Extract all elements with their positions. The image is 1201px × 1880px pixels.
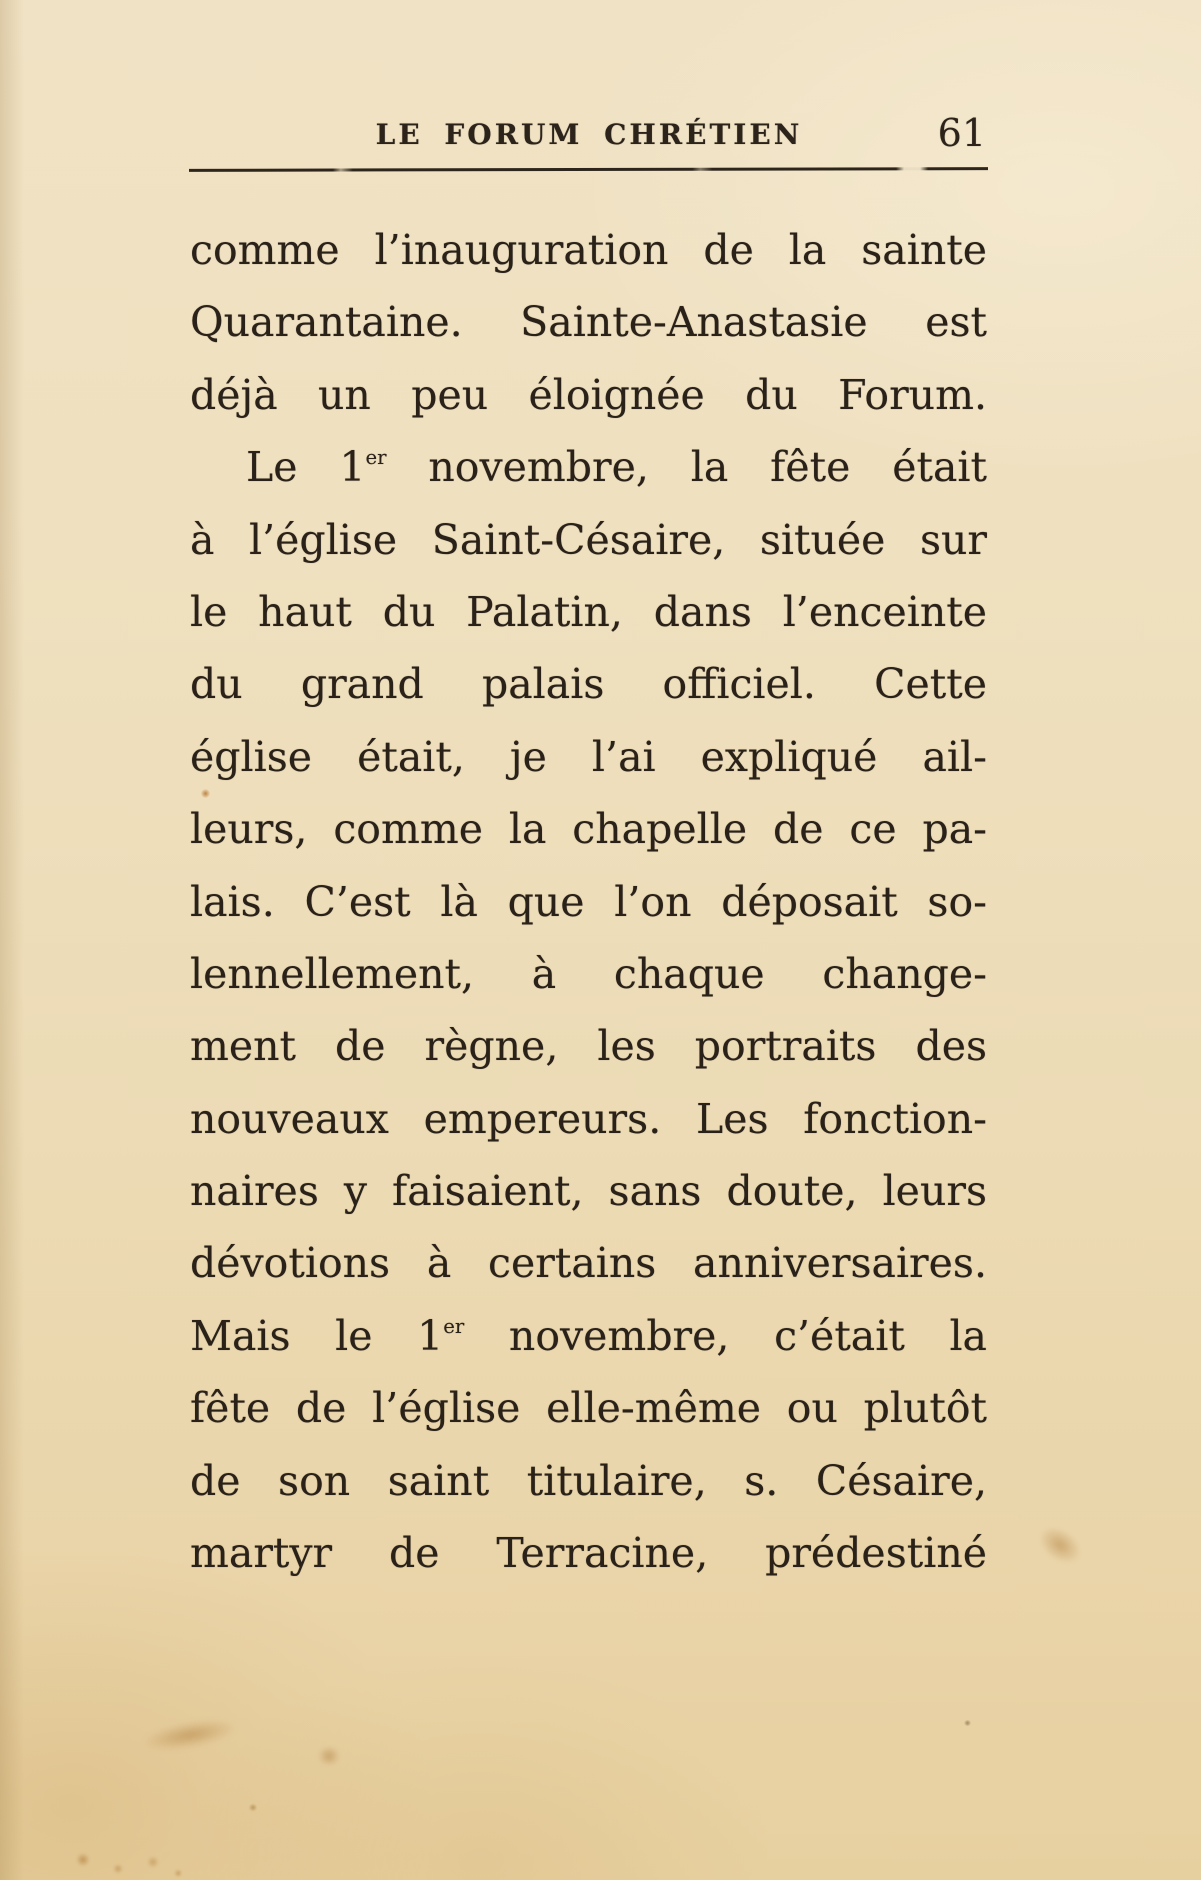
text-line: Quarantaine. Sainte-Anastasie est	[190, 298, 987, 347]
text-line: dévotions à certains anniversaires.	[190, 1239, 987, 1288]
text-line: Le 1er novembre, la fête était	[246, 443, 987, 492]
text-line: lais. C’est là que l’on déposait so-	[190, 877, 987, 926]
ordinal-superscript: er	[365, 446, 387, 470]
text-line: déjà un peu éloignée du Forum.	[190, 370, 987, 419]
text-line: naires y faisaient, sans doute, leurs	[190, 1167, 987, 1216]
text-line: lennellement, à chaque change-	[190, 949, 987, 998]
text-line: ment de règne, les portraits des	[190, 1022, 987, 1071]
text-line: fête de l’église elle-même ou plutôt	[190, 1384, 987, 1433]
paper-speck	[249, 1804, 257, 1811]
text-line: nouveaux empereurs. Les fonction-	[190, 1094, 987, 1143]
text-line: église était, je l’ai expliqué ail-	[190, 732, 987, 781]
running-title: LE FORUM CHRÉTIEN	[375, 118, 803, 151]
text-line: à l’église Saint-Césaire, située sur	[190, 515, 987, 564]
text-line: du grand palais officiel. Cette	[190, 660, 987, 709]
text-line: leurs, comme la chapelle de ce pa-	[190, 805, 987, 854]
text-lines	[190, 214, 987, 1589]
header-rule	[189, 167, 988, 172]
paper-stain-cluster	[55, 1835, 195, 1880]
text-line: comme l’inauguration de la sainte	[190, 226, 987, 274]
body-text	[190, 214, 987, 1589]
text-line: de son saint titulaire, s. Césaire,	[190, 1456, 987, 1505]
page-number: 61	[937, 111, 986, 155]
paper-stain-smudge-right	[1017, 1502, 1104, 1588]
text-line: martyr de Terracine, prédestiné	[190, 1529, 987, 1578]
text-line: le haut du Palatin, dans l’enceinte	[190, 587, 987, 636]
paper-speck	[964, 1720, 971, 1726]
paper-stain-smudge-bottom-left	[127, 1705, 252, 1765]
paper-stain-spot	[318, 1748, 340, 1764]
page-header	[190, 111, 988, 158]
text-line: Mais le 1er novembre, c’était la	[190, 1311, 987, 1360]
ordinal-superscript: er	[443, 1314, 465, 1338]
